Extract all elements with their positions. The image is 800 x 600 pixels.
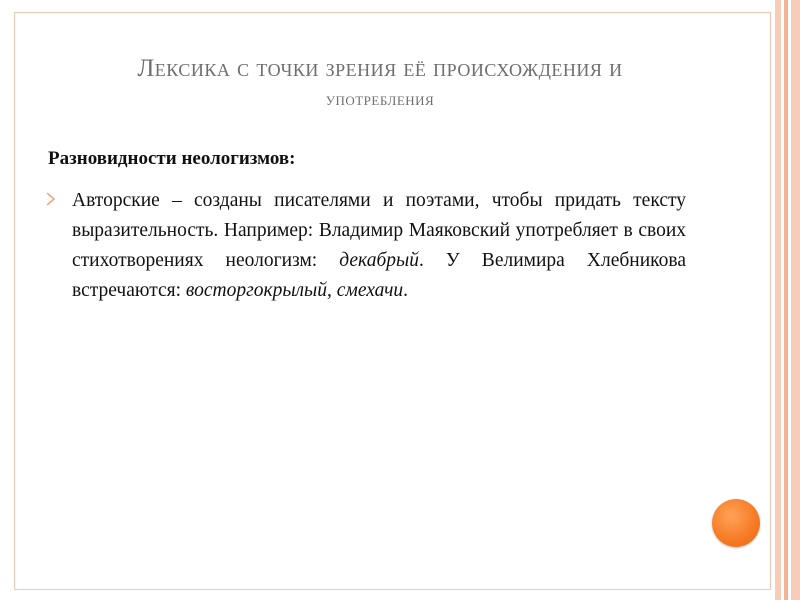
orange-circle-decoration: [712, 499, 760, 547]
decorative-stripe: [775, 0, 781, 600]
slide-title: [40, 52, 720, 114]
slide-title-line-2: употребления: [325, 89, 435, 110]
bullet-text-part-3: .: [403, 280, 409, 301]
decorative-stripe: [784, 0, 788, 600]
bullet-text-part-1: Авторские – созданы писателями и поэтами, чтобы придать тексту выразительность. Например: Владимир Маяковский употребляет в своих стихотворениях неологизм:: [72, 190, 686, 271]
slide-title-line-1: Лексика с точки зрения её происхождения и: [137, 55, 623, 82]
neologisms-khlebnikov: восторгокрылый, смехачи: [185, 280, 404, 301]
bullet-text-part-2: . У Велимира Хлебникова встречаются:: [72, 250, 686, 301]
decorative-stripe: [791, 0, 800, 600]
hollow-diamond-bullet-icon: [46, 192, 56, 206]
neologism-dekabry: декабрый: [339, 250, 419, 271]
bullet-text: [72, 186, 686, 306]
slide-subtitle: Разновидности неологизмов:: [48, 148, 296, 169]
